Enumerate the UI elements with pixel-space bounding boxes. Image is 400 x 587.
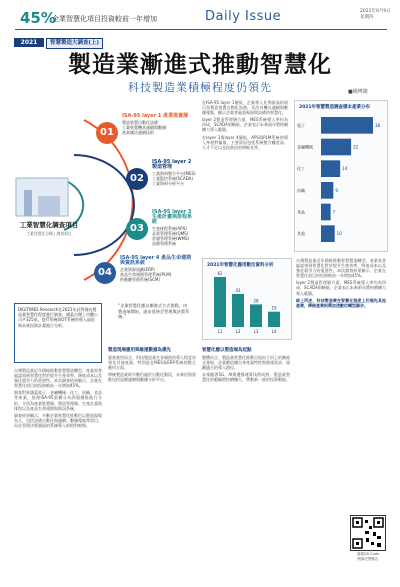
section-heading: 智慧化應以製造端為起點 (202, 348, 252, 353)
chart-bar (214, 277, 226, 327)
paragraph: 在ISA-95 layer 1層級，企業導入比例最高的項目為製造裝置自動化設備，其次為機具連網與數據蒐集，顯示企業普遍重視現場設備的智慧化。 (202, 100, 288, 116)
chart-bar (321, 225, 335, 242)
section-name: Daily Issue (205, 9, 282, 24)
series-tag: 智慧製造大調查(上) (46, 38, 103, 49)
text-column-3 (202, 100, 288, 250)
paragraph: 未來隨著5G、AI與邊緣運算技術成熟，製造業智慧化的範疇將持續擴大，帶動新一波的投資動能。 (202, 372, 290, 383)
chart-category-label: L4 (271, 329, 277, 334)
percent-caption: 企業智慧化項目投資較前一年增加 (52, 15, 157, 23)
chart-bar (268, 312, 280, 327)
qr-caption-line2: 閱讀完整報告 (357, 556, 379, 561)
article-headline: 製造業漸進式推動智慧化 (68, 52, 332, 78)
paragraph: 台灣製造業近年積極推動智慧製造轉型，產業界普遍認知到智慧化對於提升生產效率、降低成本以及強化競爭力的重要性。本次調查結果顯示，企業在智慧化項目的投資較前一年增加45%。 (296, 258, 386, 279)
paragraph: 整體而言，製造業智慧化推動呈現由下而上的漸進式發展，企業應依據自身產業特性與營運需求，規劃適合的導入路徑。 (202, 355, 290, 371)
layer-2-line: 工業監控系統(SCADA) (152, 176, 193, 181)
chart-2-title: 2021年智慧化應用數位資料分析 (207, 263, 274, 268)
paragraph: 傳統製造業則多數仍處於自動化階段，未來投資重點包括設備連網與數據分析平台。 (108, 372, 196, 383)
layer-4-number: 04 (94, 262, 116, 284)
year-badge: 2021 (14, 38, 44, 47)
chart-category-label: 食品 (297, 209, 305, 215)
layer-1-box (122, 114, 194, 135)
chart-value-label: 7 (332, 209, 336, 215)
chart-value-label: 9 (335, 187, 338, 193)
chart-category-label: 其他 (297, 231, 305, 237)
chart-bar (250, 304, 262, 327)
text-column-2 (108, 345, 196, 578)
chart-category-label: L1 (217, 329, 223, 334)
page-header (0, 0, 400, 32)
chart-category-label: 電子 (297, 122, 305, 128)
layer-2-title: ISA-95 layer 2 製造管理 (152, 159, 192, 170)
article-subhead: 科技製造業積極程度仍領先 (128, 81, 272, 94)
layer-2-line: 工業資料分析平台 (152, 181, 184, 186)
chart-1 (294, 100, 388, 252)
chart-bar (321, 160, 340, 177)
chart-value-label: 28 (253, 298, 259, 304)
issue-date-line1: 2021年6月9日 (360, 9, 391, 14)
qr-caption (350, 552, 386, 561)
layer-3-line: 品質管理系統(QMS) (152, 231, 189, 236)
chart-value-label: 10 (336, 231, 342, 237)
chart-value-label: 22 (353, 144, 359, 150)
text-column-4 (202, 345, 290, 578)
layer-1-line: 製造裝置自動化設備 (122, 120, 158, 125)
chart-bar (321, 117, 373, 134)
layer-2-box (152, 160, 196, 186)
intro-box: DIGITIMES Research在2021年針對國內製造業智慧化程度進行調查，涵蓋台灣上市櫃公司共325家，從IT系統與OT系統的導入現況與未來投資計畫進行分析。 (14, 303, 102, 363)
paragraph: 就產業別而言，科技製造業在各層級的導入程度皆領先其他產業，特別是在MES與ERP系統的整合應用方面。 (108, 355, 196, 371)
layer-1-line: 工業裝置機具連網與數據 (122, 125, 166, 130)
chart-value-label: 19 (271, 305, 277, 311)
text-column-1 (14, 368, 102, 578)
chart-value-label: 62 (217, 271, 223, 276)
paragraph: 調查結果顯示，多數企業智慧化推動仍以製造現場為主，包括設備自動化與連網、數據蒐集等項目，而在管理決策層面的系統導入則相對較慢。 (14, 412, 102, 428)
layer-2-line: 工業資料整合平台(MES) (152, 171, 196, 176)
chart-category-label: 紡織 (297, 187, 305, 193)
layer-3-line: 設備管理系統 (152, 241, 176, 246)
qr-caption-line1: 掃描QR Code (356, 552, 380, 556)
layer-1-number: 01 (96, 122, 118, 144)
chart-1-title: 2021年智慧製造調查樣本產業分布 (299, 105, 371, 110)
layer-4-line: 供應鏈管理系統(SCM) (120, 277, 160, 282)
text-column-5 (296, 258, 386, 508)
chart-2-plot (203, 269, 291, 337)
chart-category-label: 化工 (297, 166, 305, 172)
paragraph: 調查對象涵蓋電子、金屬機械、化工、紡織、食品等產業，依照ISA-95架構分為四個層級進行分析，分別為產業裝置層、製造管理層、生產計畫與排程以及產品生命週期與資訊系統。 (14, 390, 102, 411)
issue-date (360, 9, 391, 21)
layer-3-number: 03 (126, 218, 148, 240)
layer-2-number: 02 (126, 168, 148, 190)
chart-bar (321, 204, 331, 221)
layer-4-line: 產品生命週期管理系統(PLM) (120, 272, 172, 277)
chart-2 (202, 258, 292, 340)
paragraph: 台灣製造業近年積極推動智慧製造轉型，產業界普遍認知到智慧化對於提升生產效率、降低成本以及強化競爭力的重要性。本次調查結果顯示，企業在智慧化項目的投資較前一年增加45%。 (14, 368, 102, 389)
layer-3-line: 倉儲管理系統(WMS) (152, 236, 190, 241)
paragraph: layer 2製造管理層方面，MES系統導入率約為四成，SCADA則略低，企業表示未來兩年將持續擴大導入範圍。 (202, 117, 288, 133)
chart-value-label: 14 (342, 166, 348, 172)
layer-3-title: ISA-95 layer 3 生產計畫與排程系統 (152, 209, 193, 225)
issue-date-line2: 星期四 (360, 15, 374, 20)
article-author: ■楊博雄 (348, 89, 368, 95)
diagram-subtitle: 工業智慧化分類 | 調查項目 (26, 231, 72, 236)
layer-4-box (120, 256, 196, 282)
layer-1-line: 產業廣泛連網技術 (122, 130, 154, 135)
section-heading: 製造現場應用與維運數據為優先 (108, 348, 171, 353)
qr-code-icon (351, 516, 385, 550)
layer-4-line: 企業資源規劃(ERP) (120, 267, 155, 272)
chart-value-label: 41 (235, 287, 241, 293)
qr-code[interactable] (350, 515, 386, 551)
chart-bar (321, 139, 351, 156)
layer-4-title: ISA-95 layer 4 產品生命週期與資訊系統 (120, 255, 192, 266)
paragraph: 在layer 3與layer 4層級，APS與PLM系統的導入率相對偏低，主要原因包括系統整合難度高、人才不足以及投資回收期較長等。 (202, 134, 288, 150)
chart-category-label: L3 (253, 329, 259, 334)
layer-3-line: 生產排程系統(APS) (152, 226, 187, 231)
pull-quote: “企業智慧化應以漸進式方式推動，由製造端開始，逐步延伸至管理與決策系統。” (118, 303, 190, 319)
chart-value-label: 38 (375, 122, 381, 128)
diagram-title-wrap (14, 186, 84, 236)
isa95-diagram (14, 100, 194, 290)
conclusion: 綜上所述，科技製造業在智慧化程度上仍領先其他產業，傳統產業則需加速數位轉型腳步。 (296, 297, 386, 308)
chart-category-label: L2 (235, 329, 241, 334)
layer-1-title: ISA-95 layer 1 產業裝置層 (122, 113, 189, 119)
headline-percent: 45% (20, 9, 56, 27)
layer-3-box (152, 210, 196, 246)
chart-category-label: 金屬機械 (297, 144, 313, 150)
chart-bar (321, 182, 333, 199)
chart-1-plot (295, 111, 387, 251)
diagram-title: 工業智慧化調查項目 (19, 221, 79, 229)
paragraph: layer 2製造管理層方面，MES系統導入率約為四成，SCADA則略低，企業表示未來兩年將持續擴大導入範圍。 (296, 280, 386, 296)
chart-bar (232, 294, 244, 327)
header-rule (15, 29, 387, 30)
